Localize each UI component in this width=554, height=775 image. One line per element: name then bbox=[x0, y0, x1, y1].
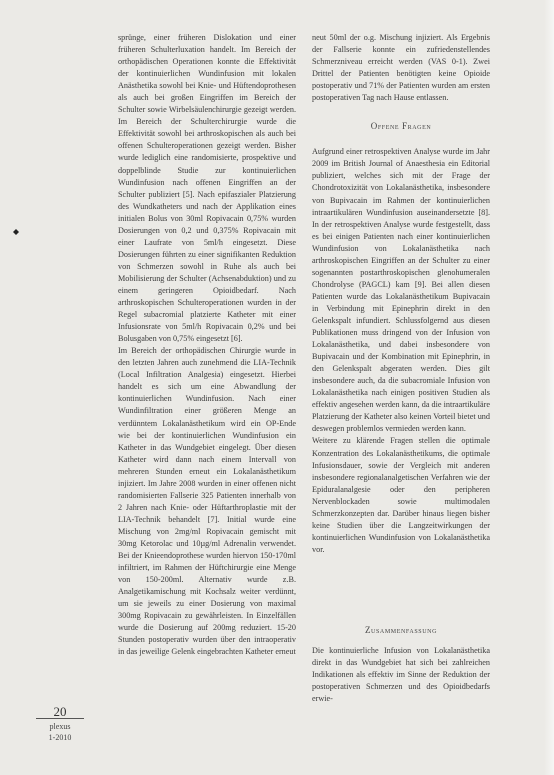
paragraph: Die kontinuierliche Infusion von Lokalanästhetika direkt in das Wundgebiet hat sich bei zahlreichen Indikationen als effektiv im Sinne der Reduktion der postoperativen Schmerzen und des Opioidbedarfs erwie- bbox=[312, 645, 490, 704]
page-number: 20 bbox=[53, 704, 67, 719]
scan-mark-icon bbox=[12, 228, 20, 236]
left-text-column bbox=[118, 32, 296, 658]
paragraph: neut 50ml der o.g. Mischung injiziert. Als Ergebnis der Fallserie konnte ein zufriedenstellendes Schmerzniveau erreicht werden (VAS 0-1). Zwei Drittel der Patienten benötigten keine Opioide postoperativ und 71% der Patienten wurden am ersten postoperativen Tag nach Hause entlassen. bbox=[312, 33, 490, 103]
section-heading-offene-fragen: Offene Fragen bbox=[370, 121, 432, 132]
paragraph: sprünge, einer früheren Dislokation und einer früheren Schulterluxation handelt. Im Bereich der orthopädischen Operationen konnte die Effektivität der kontinuierlichen Wundinfusion mit lokalen Anästhetika sowohl bei Knie- und Hüftendoprothesen als auch bei großen Eingriffen im Bereich der Schulter sowie Wirbelsäulenchirurgie gezeigt werden. Im Bereich der Schulterchirurgie wurde die Effektivität sowohl bei arthroskopischen als auch bei offenen Schulteroperationen gezeigt werden. Bisher wurde lediglich eine randomisierte, prospektive und doppelblinde Studie zur kontinuierlichen Wundinfusion nach offenen Eingriffen an der Schulter publiziert [5]. Nach epifaszialer Platzierung des Wundkatheters und nach der Applikation eines initialen Bolus von 30ml Ropivacain 0,75% wurden Dosierungen von 0,2 und 0,375% Ropivacain mit einer Laufrate von 5ml/h eingesetzt. Diese Dosierungen führten zu einer signifikanten Reduktion von Schmerzen sowohl in Ruhe als auch bei Mobilisierung der Schulter (Achsenabduktion) und zu einem geringeren Opioidbedarf. Nach arthroskopischen Schulteroperationen wurden in der Regel subacromial platzierte Katheter mit einer Infusionsrate von 5ml/h Ropivacain 0,2% und bei Bolusgaben von 0,75% eingesetzt [6]. bbox=[118, 33, 296, 344]
paragraph: Im Bereich der orthopädischen Chirurgie wurde in den letzten Jahren auch zunehmend die LIA-Technik (Local Infiltration Analgesia) eingesetzt. Hierbei handelt es sich um eine Abwandlung der kontinuierlichen Wundinfusion. Nach einer Wundinfiltration einer größeren Menge an verdünntem Lokalanästhetikum wird ein OP-Ende wie bei der kontinuierlichen Wundinfusion ein Katheter in das Wundgebiet eingelegt. Über diesen Katheter wird dann nach einem Intervall von mehreren Stunden erneut ein Lokalanästhetikum injiziert. Im Jahre 2008 wurden in einer offenen nicht randomisierten Fallserie 325 Patienten innerhalb von 2 Jahren nach Knie- oder Hüftarthroplastie mit der LIA-Technik behandelt [7]. Initial wurde eine Mischung von 2mg/ml Ropivacain gemischt mit 30mg Ketorolac und 10µg/ml Adrenalin verwendet. Bei der Knieendoprothese wurden hiervon 150-170ml infiltriert, im Rahmen der Hüftchirurgie eine Menge von 150-200ml. Alternativ wurde z.B. Analgetikamischung mit Kochsalz weiter verdünnt, um sie jeweils zu einer Dosierung von maximal 300mg Ropivacain zu gewährleisten. In Einzelfällen wurde die Dosierung auf 200mg reduziert. 15-20 Stunden postoperativ wurden über den intraoperativ in das jeweilige Gelenk eingebrachten Katheter erneut bbox=[118, 346, 296, 657]
right-text-column bbox=[312, 32, 490, 705]
footer-rule bbox=[36, 718, 84, 719]
paragraph: Aufgrund einer retrospektiven Analyse wurde im Jahr 2009 im British Journal of Anaesthesia ein Editorial publiziert, welches sich mit der Frage der Chondrotoxizität von Lokalanästhetika, insbesondere von Bupivacain im Rahmen der kontinuierlichen intraartikulären Wundinfusion auseinandersetzte [8]. In der retrospektiven Analyse wurde festgestellt, dass es bei einigen Patienten nach einer kontinuierlichen Wundinfusion von Lokalanästhetika nach arthroskopischen Eingriffen an der Schulter zu einer sogenannten postarthroskopischen glenohumeralen Chondrolyse (PAGCL) kam [9]. Bei allen diesen Patienten wurde das Lokalanästhetikum Bupivacain in Verbindung mit Epinephrin direkt in den Gelenkspalt infundiert. Schlussfolgernd aus diesen Publikationen muss dringend von der Infusion von Lokalanästhetika, und dabei insbesondere von Bupivacain und der Kombination mit Epinephrin, in den Gelenkspalt abgeraten werden. Dies gilt insbesondere auch, da die subacromiale Infusion von Lokalanästhetika nach einigen positiven Studien als effektiv angesehen werden kann, da die intraartikuläre Platzierung der Katheter also keinen Vorteil bietet und deswegen problemlos vermieden werden kann. bbox=[312, 147, 490, 434]
section-heading-zusammenfassung: Zusammenfassung bbox=[364, 624, 438, 635]
issue-label: 1-2010 bbox=[48, 733, 72, 742]
paragraph: Weitere zu klärende Fragen stellen die optimale Konzentration des Lokalanästhetikums, die optimale Infusionsdauer, sowie der Vergleich mit anderen insbesondere regionalanalgetischen Verfahren wie der Epiduralanalgesie oder den peripheren Nervenblockaden sowie multimodalen Schmerzkonzepten dar. Darüber hinaus liegen bisher keine Studien über die Langzeitwirkungen der kontinuierlichen Wundinfusion von Lokalanästhetika vor. bbox=[312, 436, 490, 554]
page-edge bbox=[544, 0, 554, 775]
magazine-name: plexus bbox=[49, 722, 71, 731]
